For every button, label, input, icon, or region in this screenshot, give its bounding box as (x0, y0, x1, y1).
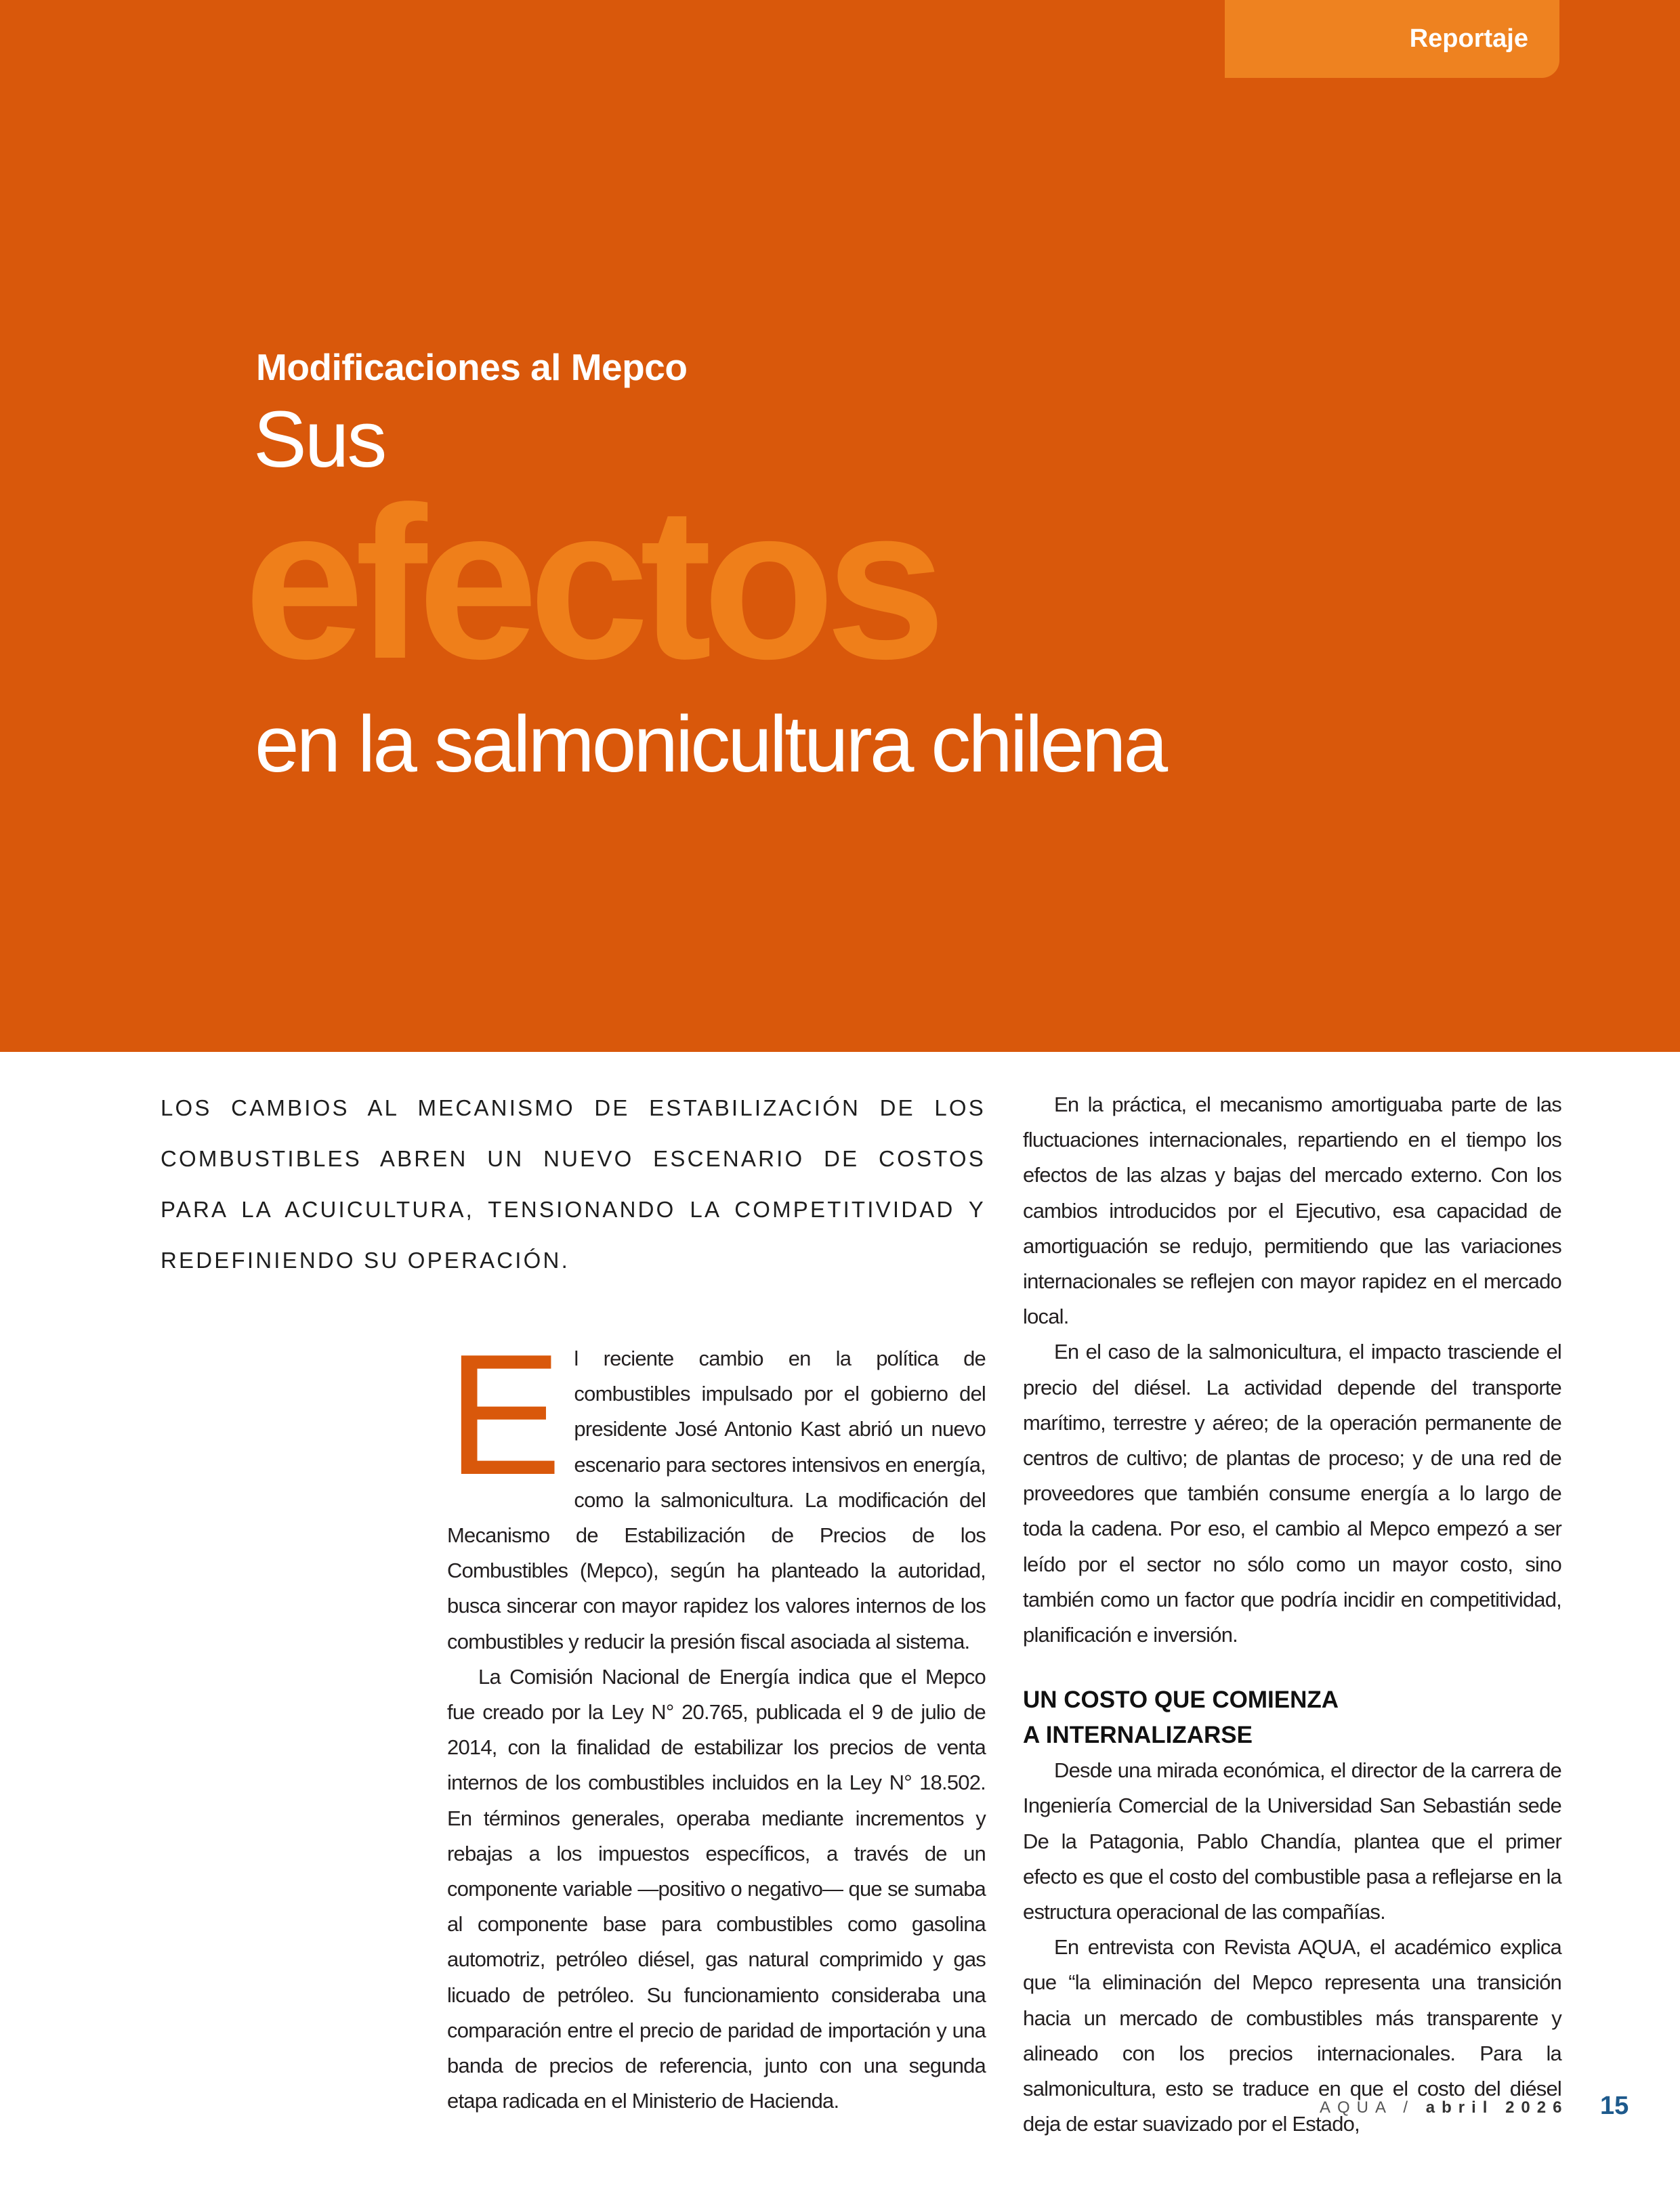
paragraph: Desde una mirada económica, el director de la carrera de Ingeniería Comercial de la Universidad San Sebastián sede De la Patagonia, Pablo Chandía, plantea que el primer efecto es que el costo del combustible pasa a reflejarse en la estructura operacional de las compañías. (1023, 1758, 1561, 1924)
footer-issue (1320, 2098, 1568, 2117)
drop-cap: E (447, 1318, 562, 1510)
paragraph: l reciente cambio en la política de combustibles impulsado por el gobierno del presidente José Antonio Kast abrió un nuevo escenario para sectores intensivos en energía, como la salmonicultura. La modificación del Mecanismo de Estabilización de Precios de los Combustibles (Mepco), según ha planteado la autoridad, busca sincerar con mayor rapidez los valores internos de los combustibles y reducir la presión fiscal asociada al sistema. (447, 1347, 986, 1653)
section-tab: Reportaje (1225, 0, 1559, 78)
article-column-1 (447, 1318, 986, 2119)
article-column-2 (1023, 1087, 1561, 2142)
paragraph: En la práctica, el mecanismo amortiguaba parte de las fluctuaciones internacionales, repartiendo en el tiempo los efectos de las alzas y bajas del mercado externo. Con los cambios introducidos por el Ejecutivo, esa capacidad de amortiguación se redujo, permitiendo que las variaciones internacionales se reflejen con mayor rapidez en el mercado local. (1023, 1093, 1561, 1329)
paragraph: En el caso de la salmonicultura, el impacto trasciende el precio del diésel. La actividad depende del transporte marítimo, terrestre y aéreo; de la operación permanente de centros de cultivo; de plantas de proceso; y de una red de proveedores que también consume energía a lo largo de toda la cadena. Por eso, el cambio al Mepco empezó a ser leído por el sector no sólo como un mayor costo, sino también como un factor que podría incidir en competitividad, planificación e inversión. (1023, 1340, 1561, 1647)
lead-paragraph: LOS CAMBIOS AL MECANISMO DE ESTABILIZACIÓN DE LOS COMBUSTIBLES ABREN UN NUEVO ESCENARIO DE COSTOS PARA LA ACUICULTURA, TENSIONANDO LA COMPETITIVIDAD Y REDEFINIENDO SU OPERACIÓN. (161, 1095, 986, 1273)
magazine-name: AQUA (1320, 2098, 1392, 2117)
kicker: Modificaciones al Mepco (256, 346, 688, 388)
issue-date: abril 2026 (1425, 2098, 1569, 2117)
page-number: 15 (1600, 2092, 1629, 2120)
title-line-3: en la salmonicultura chilena (255, 700, 1166, 789)
title-line-1: Sus (253, 395, 385, 484)
footer-separator: / (1403, 2098, 1415, 2117)
title-line-2: efectos (244, 461, 937, 704)
subheading (1023, 1683, 1561, 1753)
subheading-line-1: UN COSTO QUE COMIENZA (1023, 1687, 1339, 1714)
paragraph: La Comisión Nacional de Energía indica que el Mepco fue creado por la Ley N° 20.765, publicada el 9 de julio de 2014, con la finalidad de estabilizar los precios de venta internos de los combustibles incluidos en la Ley N° 18.502. En términos generales, operaba mediante incrementos y rebajas a los impuestos específicos, a través de un componente variable —positivo o negativo— que se sumaba al componente base para combustibles como gasolina automotriz, petróleo diésel, gas natural comprimido y gas licuado de petróleo. Su funcionamiento consideraba una comparación entre el precio de paridad de importación y una banda de precios de referencia, junto con una segunda etapa radicada en el Ministerio de Hacienda. (447, 1664, 986, 2113)
subheading-line-2: A INTERNALIZARSE (1023, 1722, 1253, 1749)
paragraph: En entrevista con Revista AQUA, el académico explica que “la eliminación del Mepco representa una transición hacia un mercado de combustibles más transparente y alineado con los precios internacionales. Para la salmonicultura, esto se traduce en que el costo del diésel deja de estar suavizado por el Estado, (1023, 1935, 1561, 2136)
